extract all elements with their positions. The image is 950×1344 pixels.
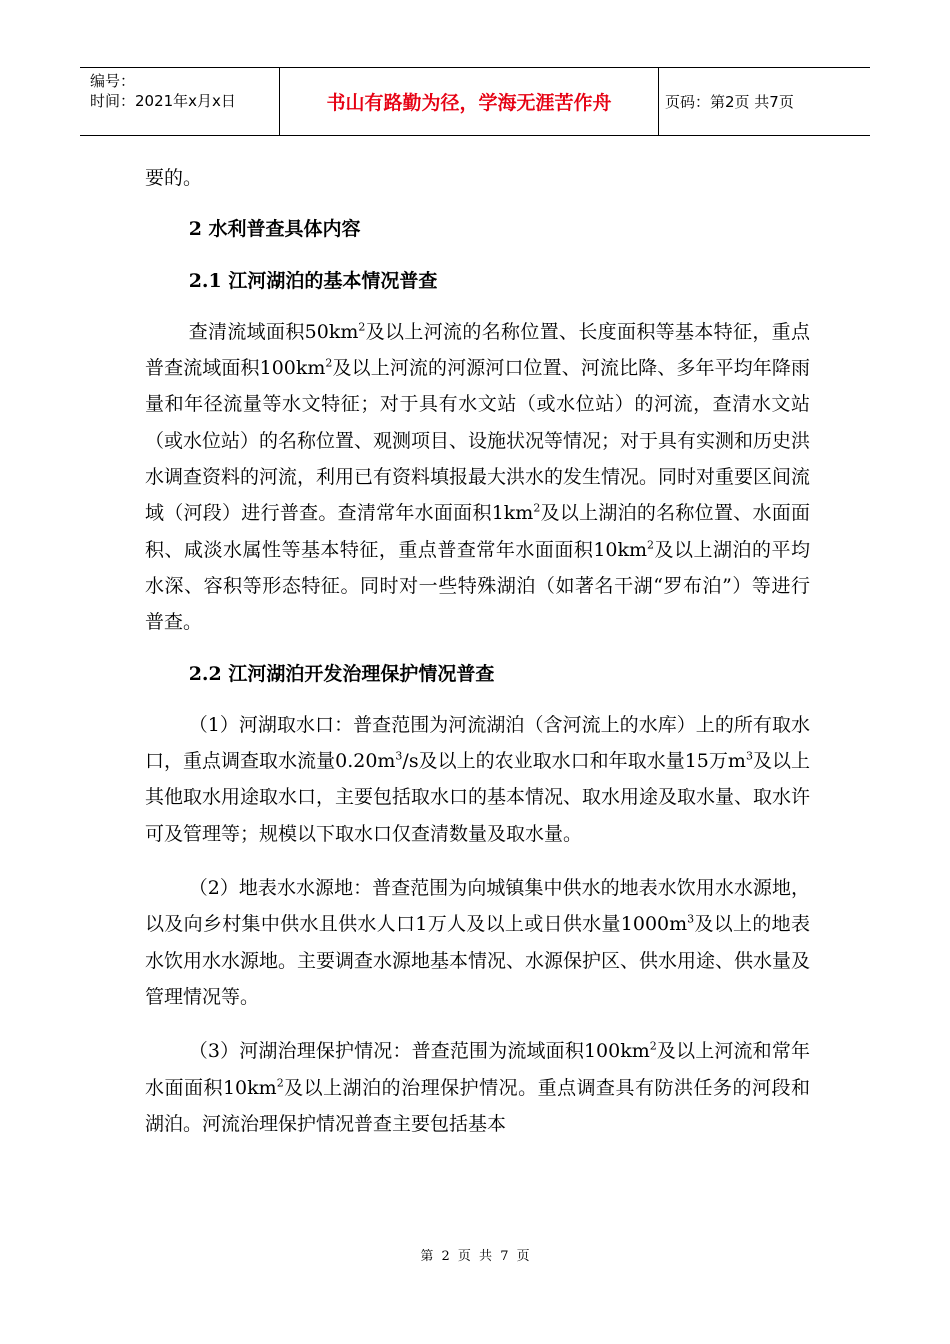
header-divider <box>658 67 659 135</box>
page-header <box>80 67 870 137</box>
document-body <box>145 160 810 1142</box>
text-run: 及以上湖泊的平均水深、容积等形态特征。同时对一些特殊湖泊（如著名干湖“罗布泊”）等进行普查。 <box>145 538 810 634</box>
text-run: 查清流域面积50km <box>188 320 359 343</box>
paragraph-river-protection <box>145 1033 810 1142</box>
paragraph-water-source <box>145 870 810 1015</box>
paragraph-basic-survey <box>145 314 810 641</box>
text-run: （2）地表水水源地：普查范围为向城镇集中供水的地表水饮用水水源地，以及向乡村集中供水且供水人口1万人及以上或日供水量1000m <box>145 877 810 936</box>
subsection-heading: 2.1 江河湖泊的基本情况普查 <box>188 269 438 292</box>
text-run: （1）河湖取水口：普查范围为河流湖泊（含河流上的水库）上的所有取水口，重点调查取水流量0.20m <box>145 713 810 773</box>
text-run: 及以上河流的河源河口位置、河流比降、多年平均年降雨量和年径流量等水文特征；对于具有水文站（或水位站）的河流，查清水文站（或水位站）的名称位置、观测项目、设施状况等情况；对于具有实测和历史洪水调查资料的河流，利用已有资料填报最大洪水的发生情况。同时对重要区间流域（河段）进行普查。查清常年水面面积1km <box>145 357 811 525</box>
paragraph-continuation: 要的。 <box>145 167 203 189</box>
page-footer-number: 第 2 页 共 7 页 <box>420 1249 530 1264</box>
superscript: 2 <box>325 356 333 370</box>
subsection-heading: 2.2 江河湖泊开发治理保护情况普查 <box>188 662 495 685</box>
text-run: 及以上的地表水饮用水水源地。主要调查水源地基本情况、水源保护区、供水用途、供水量及管理情况等。 <box>145 913 811 1008</box>
superscript: 2 <box>276 1076 284 1090</box>
date-label: 时间：2021年x月x日 <box>90 92 236 110</box>
superscript: 3 <box>745 749 753 763</box>
header-bottom-rule <box>80 135 870 136</box>
superscript: 2 <box>649 1039 657 1053</box>
superscript: 3 <box>395 749 403 763</box>
text-run: 及以上湖泊的名称位置、水面面积、咸淡水属性等基本特征，重点普查常年水面面积10km <box>145 502 810 561</box>
serial-label: 编号： <box>90 72 136 90</box>
superscript: 2 <box>358 320 366 334</box>
text-run: 及以上河流的名称位置、长度面积等基本特征，重点普查流域面积100km <box>145 320 810 380</box>
header-meta <box>90 71 236 111</box>
text-run: 及以上其他取水用途取水口，主要包括取水口的基本情况、取水用途及取水量、取水许可及管理等；规模以下取水口仅查清数量及取水量。 <box>145 750 811 845</box>
text-run: 及以上湖泊的治理保护情况。重点调查具有防洪任务的河段和湖泊。河流治理保护情况普查主要包括基本 <box>145 1076 810 1135</box>
text-run: 及以上河流和常年水面面积10km <box>145 1040 810 1099</box>
paragraph-water-intake <box>145 707 810 852</box>
text-run: /s及以上的农业取水口和年取水量15万m <box>402 750 746 773</box>
header-page-indicator: 页码：第2页 共7页 <box>665 92 794 111</box>
text-run: （3）河湖治理保护情况：普查范围为流域面积100km <box>188 1040 650 1063</box>
section-heading: 2 水利普查具体内容 <box>188 218 361 241</box>
superscript: 2 <box>647 538 655 552</box>
superscript: 3 <box>687 913 695 927</box>
superscript: 2 <box>533 502 541 516</box>
header-motto: 书山有路勤为径，学海无涯苦作舟 <box>326 91 612 114</box>
